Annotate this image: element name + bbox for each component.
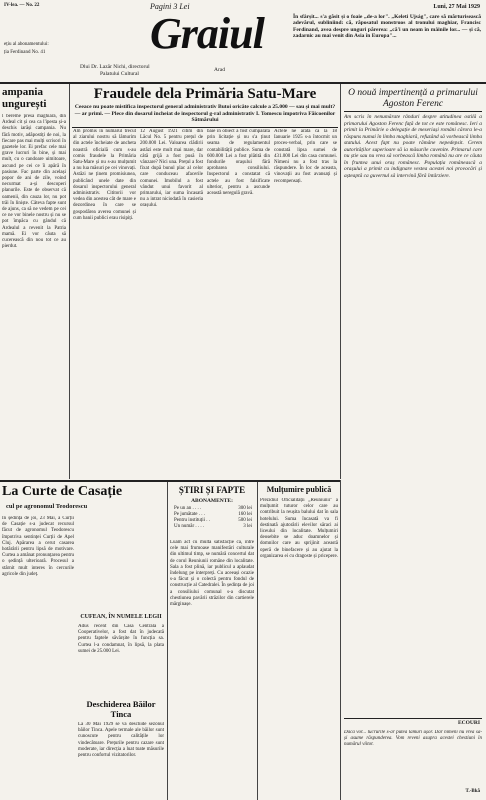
side-headline: O nouă impertinență a primarului Agoston Ferenc [348,88,478,109]
abonament-label: Pentru instituții . . [174,518,210,523]
thanks-text: Prezidiul Oficialității „Reuniunii" a mulțumit tuturor celor care au contribuit la reușita balului dat în sala hotelului. Suma încasată va fi destinată ajutorării elevilor săraci ai liceului din localitate. Mulțumiri deosebite se aduc doamnelor și domnilor care au sprijinit această operă de binefacere și au ajutat la organizarea ei cu dragoste și pricepere. [260,498,338,559]
abonament-row [174,524,252,530]
ecouri-text: Dacă vor... lucrurile s-ar putea lămuri ușor. Dar nimeni nu vrea să-și asume răspunderea. Vom reveni asupra acestei chestiuni în numărul viitor. [344,730,482,748]
abonament-value: 500 lei [238,518,252,523]
abonament-value: 300 lei [238,506,252,511]
lead-col-1: Am promis în numărul trecut al ziarului nostru să lămurim din actele încheiate de ancheta noastră oficială cum s-au comis fraudele la Primăria Satu-Mare și nu s-au mulțumit a nu lua măsuri pe cei vinovați. Astăzi ne ținem promisiunea, publicând unele date din dosarul inspectorului general administrativ. Cititorii vor vedea din acestea cât de mare e dezordinea în care se gospodărea averea comunei și cum banii publici erau risipiți. [73,129,136,221]
baths-text: La 30 Mai 1929 se va deschide sezonul băilor Tinca. Apele termale ale băilor sunt cunoscute pentru calitățile lor vindecătoare. Prețurile pentru cazare sunt moderate, iar direcția a luat toate măsurile pentru confortul vizitatorilor. [78,722,164,759]
left-column-text: l bereme presa maghiară, din Ardeal cit și cea ca l'ipesta și-a deschis iarăși campania. Nu fără motiv, adăpostiți de noi, la fiecare pas mai mulți scrisori în gazetele lor. Ei prefac cele mai grave lucruri în bine, și mai mult, cu o candoare uimitoare, ascund pe cei ce îi apără în pasiune. Fac parte din același popor de ani de zile, voind necurmat a-și descoperi planurile. Este de observat că oamenii, din cauza lor, nu pot trăi în liniște. Câteva fapte sunt de ajuns, ca să ne vedem pe cei ce ne vor binele nostru și nu se pot împăca cu gândul că Ardealul a revenit la Patria mamă. Ei vor căuta să cucerească din nou tot ce au pierdut. [2,114,66,250]
court-headline: La Curte de Casație [2,484,123,499]
column-rule [257,482,258,800]
news-text: Luam act cu multă satisfacție că, între cele mai frumoase manifestări culturale din ultimul timp, se numără concertul dat de corul Reuniunii române din localitate. Sala a fost plină, iar publicul a aplaudat îndelung pe interpreți. Cu aceeași ocazie s-a făcut și o colectă pentru fondul de construcție al Catedralei. În ședința de joi a consiliului comunal s-a discutat chestiunea pavării străzilor din cartierele mărginașe. [170,540,254,608]
masthead-quote-box: În sfârșit... s'a găsit și o foaie „de-a lor". „Keleti Ujság", care să mărturisească adevărul, subliniind: că, răposatul monstruos al tronului maghiar, Francisc Ferdinand, avea despre unguri părerea: „că'i un neam în mâinile lor... — și că, zadarnic au mai venit din Asia în Europa"... [293,14,481,40]
abonament-value: 3 lei [243,524,252,529]
abonament-table [174,506,252,530]
court-text: În ședința de joi, 23 Mai, a Curții de Casație s-a judecat recursul făcut de agronomul Teodorescu împotriva sentinței Curții de Apel Cluj. Apărarea a cerut casarea hotărârii pentru lipsă de motivare. Curtea a amânat pronunțarea pentru o ședință ulterioară. Procesul a stârnit mult interes în cercurile agricole din județ. [2,516,74,577]
ecouri-signature: T.-Bkă [465,789,480,794]
column-rule [340,84,341,479]
lead-col-2: 12 August 1921 citim din Lăcul No. 5 pentru prețul de 200.000 Lei. Valoarea clădirii astăzi este mult mai mare, dar câtă grijă a fost pusă în vânzare? Nici una. Prețul a fost fixat după bunul plac al celor care conduceau afacerile comunei. Imobilul a fost vândut unui favorit al primarului, iar suma încasată nu a intrat niciodată în casieria orașului. [140,129,203,209]
ecouri-rule [344,718,482,719]
baths-headline: Deschiderea Băilor Tinca [86,699,156,719]
lead-col-4: Actele ne arată că la 18 Ianuarie 1925 s-a întocmit un proces-verbal, prin care se constată lipsa sumei de 431.000 Lei din casa comunei. Nimeni nu a fost tras la răspundere. În loc de aceasta, vinovații au fost avansați și recompensați. [274,129,337,184]
section-rule [0,480,340,482]
left-headline: ampania ungurești [2,86,47,110]
news-headline: ȘTIRI ȘI FAPTE [178,485,246,495]
city-name: Arad [214,67,225,73]
lead-subheadline: Ceeace nu poate mistifica inspectorul general administrativ Butoi oricâte calcule a 25.000 — sau și mai mult? — ar primi. — Plece din dosarul încheiat de inspectorul g-ral administrativ I. Tomescu împotriva Făicoenilor Sătmărului [74,104,336,124]
director-line-2: Palatului Cultural [100,71,139,77]
issue-date: Luni, 27 Mai 1929 [433,4,480,10]
column-rule [340,480,341,800]
subscription-note: ețiu al abonamentului: [4,42,49,47]
ecouri-headline: ECOURI [457,720,480,726]
issue-number: IV-lea. — No. 22 [4,3,40,8]
side-rule [344,111,482,112]
column-rule [167,482,168,800]
director-line: Dlui Dr. Lazăr Nichi, directorul [80,64,150,70]
lead-headline: Fraudele dela Primăria Satu-Mare [93,86,317,102]
abonament-title: ABONAMENTE: [191,498,233,504]
cufean-text: Adus recent din Casa Centrală a Cooperativelor, a fost dat în judecată pentru faptele săvârșite în funcția sa. Curtea l-a condamnat, în lipsă, la plata sumei de 25.000 Lei. [78,624,164,654]
side-article-text: Am scris în nenumărate rânduri despre atitudinea ostilă a primarului Agoston Ferenc față de tot ce este românesc. Ieri a primit la Primărie o delegație de meseriași români cărora le-a răspuns numai în limba maghiară, refuzând să vorbească limba statului. Acest fapt nu poate rămâne nepedepsit. Cerem autorităților superioare să ia măsurile cuvenite. Primarul care nu știe sau nu vrea să vorbească limba română nu are ce căuta în fruntea unui oraș românesc. Populația românească a orașului a primit cu indignare vestea acestei noi provocări și așteaptă ca guvernul să intervină fără întârziere. [344,114,482,179]
abonament-value: 160 lei [238,512,252,517]
newspaper-title: Graiul [150,9,264,58]
abonament-label: Pe jumătate . . . [174,512,205,517]
court-subheadline: cul pe agronomul Teodorescu [6,503,88,510]
address-note: ția Ferdinand No. 41 [4,50,46,55]
price: Pagini 3 Lei [150,2,190,11]
abonament-label: Pe un an . . . . [174,506,202,511]
column-rule [69,84,70,479]
cufean-headline: CUFEAN, ÎN NUMELE LEGII [80,614,162,620]
abonament-label: Un număr . . . . [174,524,205,529]
masthead-rule [0,82,486,84]
thanks-headline: Mulțumire publică [266,485,332,494]
lead-col-3: baie în obiect a fost cumpărată prin licitație și nu s'a ținut seama de regulamentul contabilității publice. Suma de 600.000 Lei a fost plătită din fondurile orașului fără aprobarea consiliului. Inspectorul a constatat că actele au fost falsificate ulterior, pentru a ascunde această neregulă gravă. [207,129,270,197]
lead-rule [72,127,338,128]
